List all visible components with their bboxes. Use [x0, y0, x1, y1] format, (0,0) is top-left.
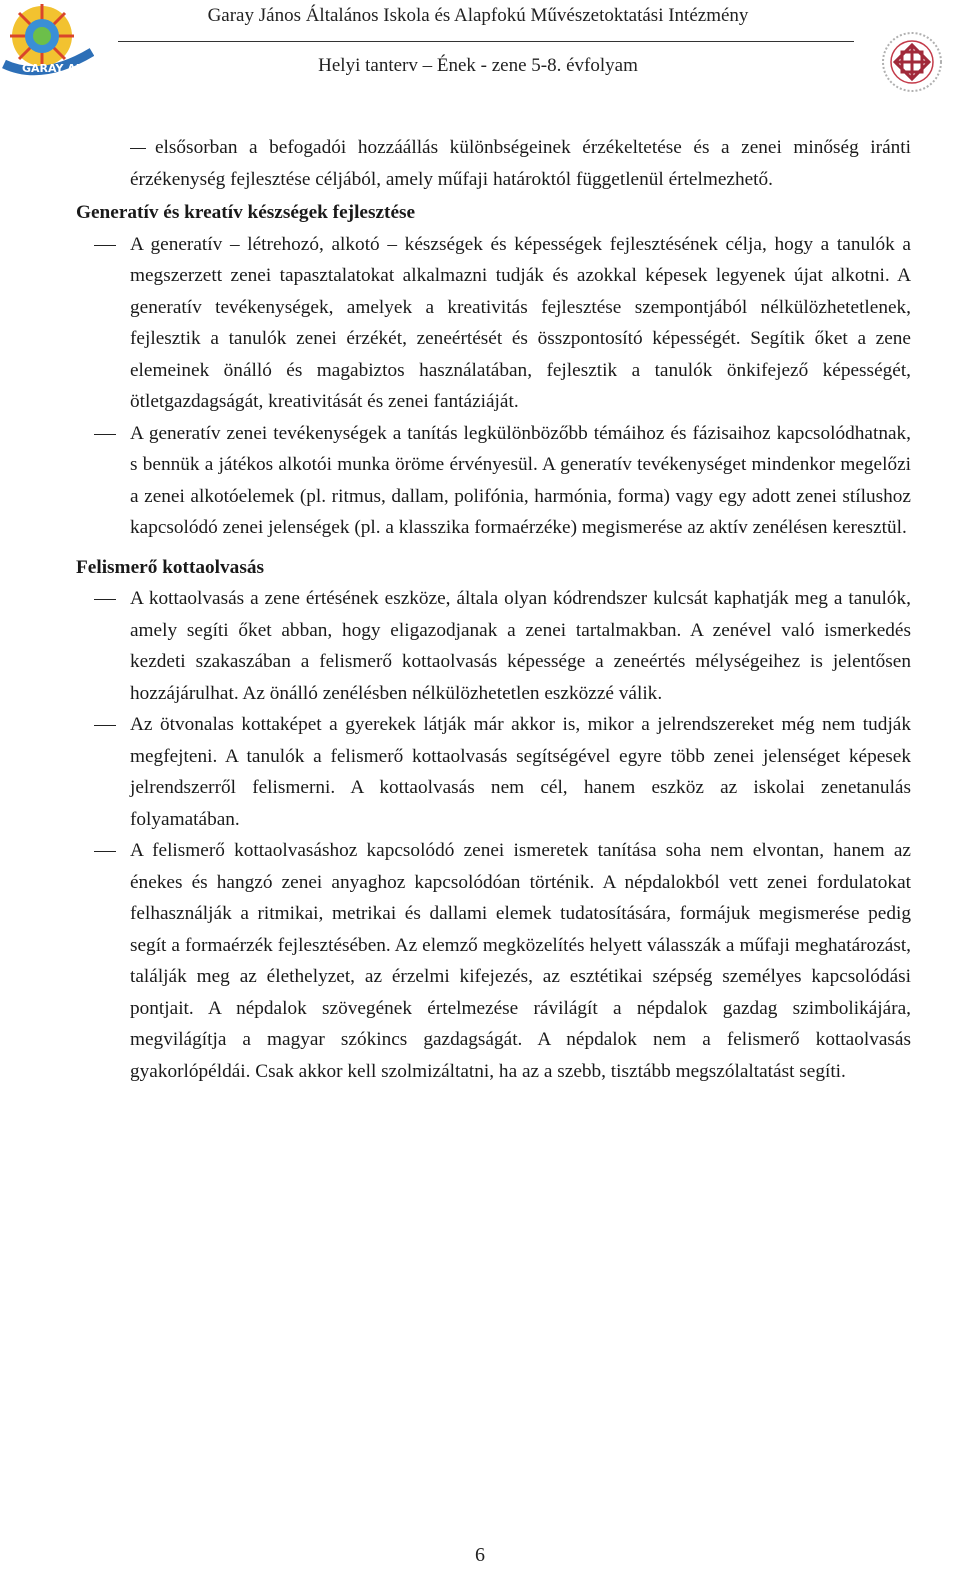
garay-ami-logo-icon: [2, 2, 94, 80]
section-heading: Felismerő kottaolvasás: [76, 556, 264, 578]
list-dash: [94, 434, 116, 435]
list-dash: [94, 245, 116, 246]
list-item: [76, 835, 911, 1087]
paragraph-text: A felismerő kottaolvasáshoz kapcsolódó zenei ismeretek tanítása soha nem elvontan, hanem az énekes és hangzó zenei anyaghoz kapcsolódóan történik. A népdalokból vett zenei fordulatokat felhasználják a ritmikai, metrikai és dallami elemek tudatosítására, formájuk megismerése pedig segít a formaérzék fejlesztésében. Az elemző megközelítés helyett válasszák a műfaji meghatározást, találják meg az élethelyzet, az érzelmi kifejezés, az esztétikai szépség személyes kapcsolódási pontjait. A népdalok szövegének értelmezése rávilágít a népdalok gazdag szimbolikájára, megvilágítja a magyar szókincs gazdagságát. A népdalok nem a felismerő kottaolvasás gyakorlópéldái. Csak akkor kell szolmizáltatni, ha az a szebb, tisztább megszólaltatást segíti.: [130, 840, 911, 1082]
paragraph-text: Az ötvonalas kottaképet a gyerekek látják már akkor is, mikor a jelrendszereket még nem tudják megfejteni. A tanulók a felismerő kottaolvasás segítségével egyre több zenei jelenséget képesek jelrendszerről felismerni. A kottaolvasás nem cél, hanem eszköz az iskolai zenetanulás folyamatában.: [130, 714, 911, 830]
list-item: [76, 583, 911, 709]
svg-text:GARAY AMI: GARAY AMI: [22, 62, 91, 75]
seal-emblem-icon: [880, 30, 944, 94]
list-item: [76, 418, 911, 544]
list-dash: [94, 599, 116, 600]
list-item: [76, 132, 911, 195]
paragraph-text: A generatív zenei tevékenységek a tanítás legkülönbözőbb témáihoz és fázisaihoz kapcsolódhatnak, s bennük a játékos alkotói munka öröme érvényesül. A generatív tevékenységet mindenkor megelőzi a zenei alkotóelemek (pl. ritmus, dallam, polifónia, harmónia, forma) vagy egy adott zenei stílushoz kapcsolódó zenei jelenségek (pl. a klasszika formaérzéke) megismerése az aktív zenélésen keresztül.: [130, 422, 911, 538]
list-item: [76, 229, 911, 418]
list-dash: [130, 148, 146, 149]
paragraph-text: A generatív – létrehozó, alkotó – készségek és képességek fejlesztésének célja, hogy a tanulók a megszerzett zenei tapasztalatokat alkalmazni tudják és azokkal képesek legyenek újat alkotni. A generatív tevékenységek, amelyek a kreativitás fejlesztése szempontjából nélkülözhetetlenek, fejlesztik a tanulók zenei érzékét, zeneértését és összpontosító képességét. Segítik őket a zene elemeinek önálló és magabiztos használatában, fejlesztik a tanulók önkifejező képességét, ötletgazdagságát, kreativitását és zenei fantáziáját.: [130, 233, 911, 412]
paragraph-text: A kottaolvasás a zene értésének eszköze, általa olyan kódrendszer kulcsát kaphatják meg a tanulók, amely segíti őket abban, hogy eligazodjanak a zenei tartalmakban. A zenével való ismerkedés kezdeti szakaszában a felismerő kottaolvasás képessége a zeneértés mélységeihez is jelentősen hozzájárulhat. Az önálló zenélésben nélkülözhetetlen eszközzé válik.: [130, 588, 911, 704]
list-item: [76, 709, 911, 835]
section-heading: Generatív és kreatív készségek fejlesztése: [76, 202, 416, 223]
page-number: 6: [475, 1544, 485, 1566]
header-divider: [118, 41, 854, 42]
page-header: [0, 0, 960, 110]
page-body: [76, 132, 911, 1087]
list-dash: [94, 851, 116, 852]
document-subtitle: Helyi tanterv – Ének - zene 5-8. évfolyam: [318, 55, 638, 76]
school-name: Garay János Általános Iskola és Alapfokú Művészetoktatási Intézmény: [207, 5, 749, 26]
paragraph-text: elsősorban a befogadói hozzáállás különbségeinek érzékeltetése és a zenei minőség iránti érzékenység fejlesztése céljából, amely műfaji határoktól függetlenül értelmezhető.: [130, 137, 911, 190]
list-dash: [94, 725, 116, 726]
